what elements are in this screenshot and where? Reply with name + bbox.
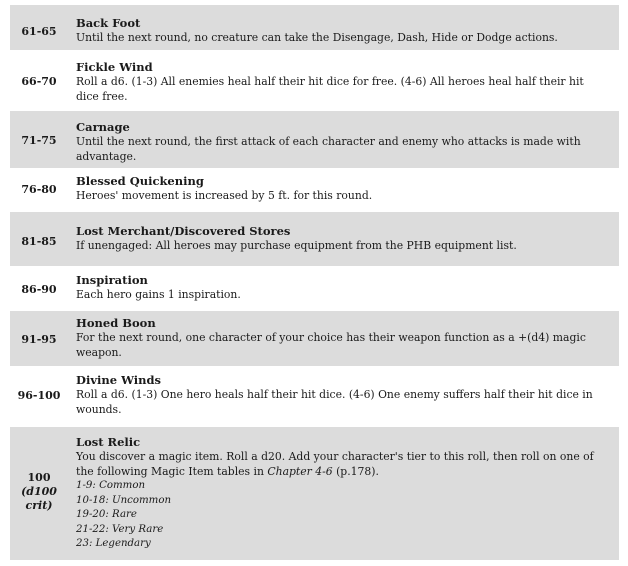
roll-range: 81-85 (21, 235, 57, 248)
list-item: 19-20: Rare (76, 509, 137, 520)
entry-description: Heroes' movement is increased by 5 ft. for this round. (76, 189, 373, 202)
entry-description: Roll a d6. (1-3) One hero heals half their hit dice. (4-6) One enemy suffers half their hit dice in wounds. (76, 388, 593, 416)
entry-title: Divine Winds (76, 373, 162, 387)
entry-title: Inspiration (76, 273, 148, 287)
roll-range: 86-90 (21, 283, 57, 296)
table-row (10, 211, 619, 266)
roll-range: 91-95 (21, 333, 57, 346)
page-reference: (p.178). (332, 464, 379, 478)
crit-label-line-1: (d100 (21, 485, 57, 498)
entry-title: Back Foot (76, 16, 141, 30)
entry-description: Roll a d6. (1-3) All enemies heal half their hit dice for free. (4-6) All heroes heal half their hit dice free. (76, 75, 584, 103)
table-row (10, 4, 619, 50)
list-item: 23: Legendary (76, 538, 151, 549)
entry-title: Carnage (76, 120, 130, 134)
roll-range-value: 100 (27, 471, 51, 484)
entry-description: Each hero gains 1 inspiration. (76, 288, 241, 301)
entry-description: Until the next round, the first attack of each character and enemy who attacks is made with advantage. (76, 135, 581, 163)
roll-range (10, 471, 68, 513)
roll-range: 71-75 (21, 134, 57, 147)
table-row (10, 50, 619, 110)
entry-description: Until the next round, no creature can take the Disengage, Dash, Hide or Dodge actions. (76, 31, 558, 44)
entry-title: Lost Merchant/Discovered Stores (76, 224, 291, 238)
chapter-reference: Chapter 4-6 (267, 464, 333, 478)
table-row (10, 310, 619, 366)
crit-label-line-2: crit) (25, 499, 53, 512)
magic-item-table-list (76, 479, 607, 552)
table-row (10, 168, 619, 211)
list-item: 1-9: Common (76, 480, 146, 491)
roll-range: 61-65 (21, 25, 57, 38)
entry-description: If unengaged: All heroes may purchase equipment from the PHB equipment list. (76, 239, 517, 252)
entry-title: Lost Relic (76, 435, 141, 449)
table-row (10, 366, 619, 426)
list-item: 21-22: Very Rare (76, 523, 164, 535)
description-text: You discover a magic item. Roll a d20. Add your character's tier to this roll, then roll on one of the following Magic Item tables in (76, 450, 594, 478)
encounter-table (10, 4, 619, 560)
table-row (10, 426, 619, 560)
table-row (10, 110, 619, 168)
roll-range: 66-70 (21, 75, 57, 88)
entry-title: Honed Boon (76, 316, 156, 330)
roll-range: 96-100 (17, 389, 61, 402)
entry-title: Fickle Wind (76, 60, 153, 74)
roll-range: 76-80 (21, 183, 57, 196)
list-item: 10-18: Uncommon (76, 494, 172, 506)
entry-description (76, 450, 607, 479)
table-row (10, 266, 619, 310)
entry-description: For the next round, one character of your choice has their weapon function as a +(d4) magic weapon. (76, 331, 586, 359)
entry-title: Blessed Quickening (76, 174, 204, 188)
